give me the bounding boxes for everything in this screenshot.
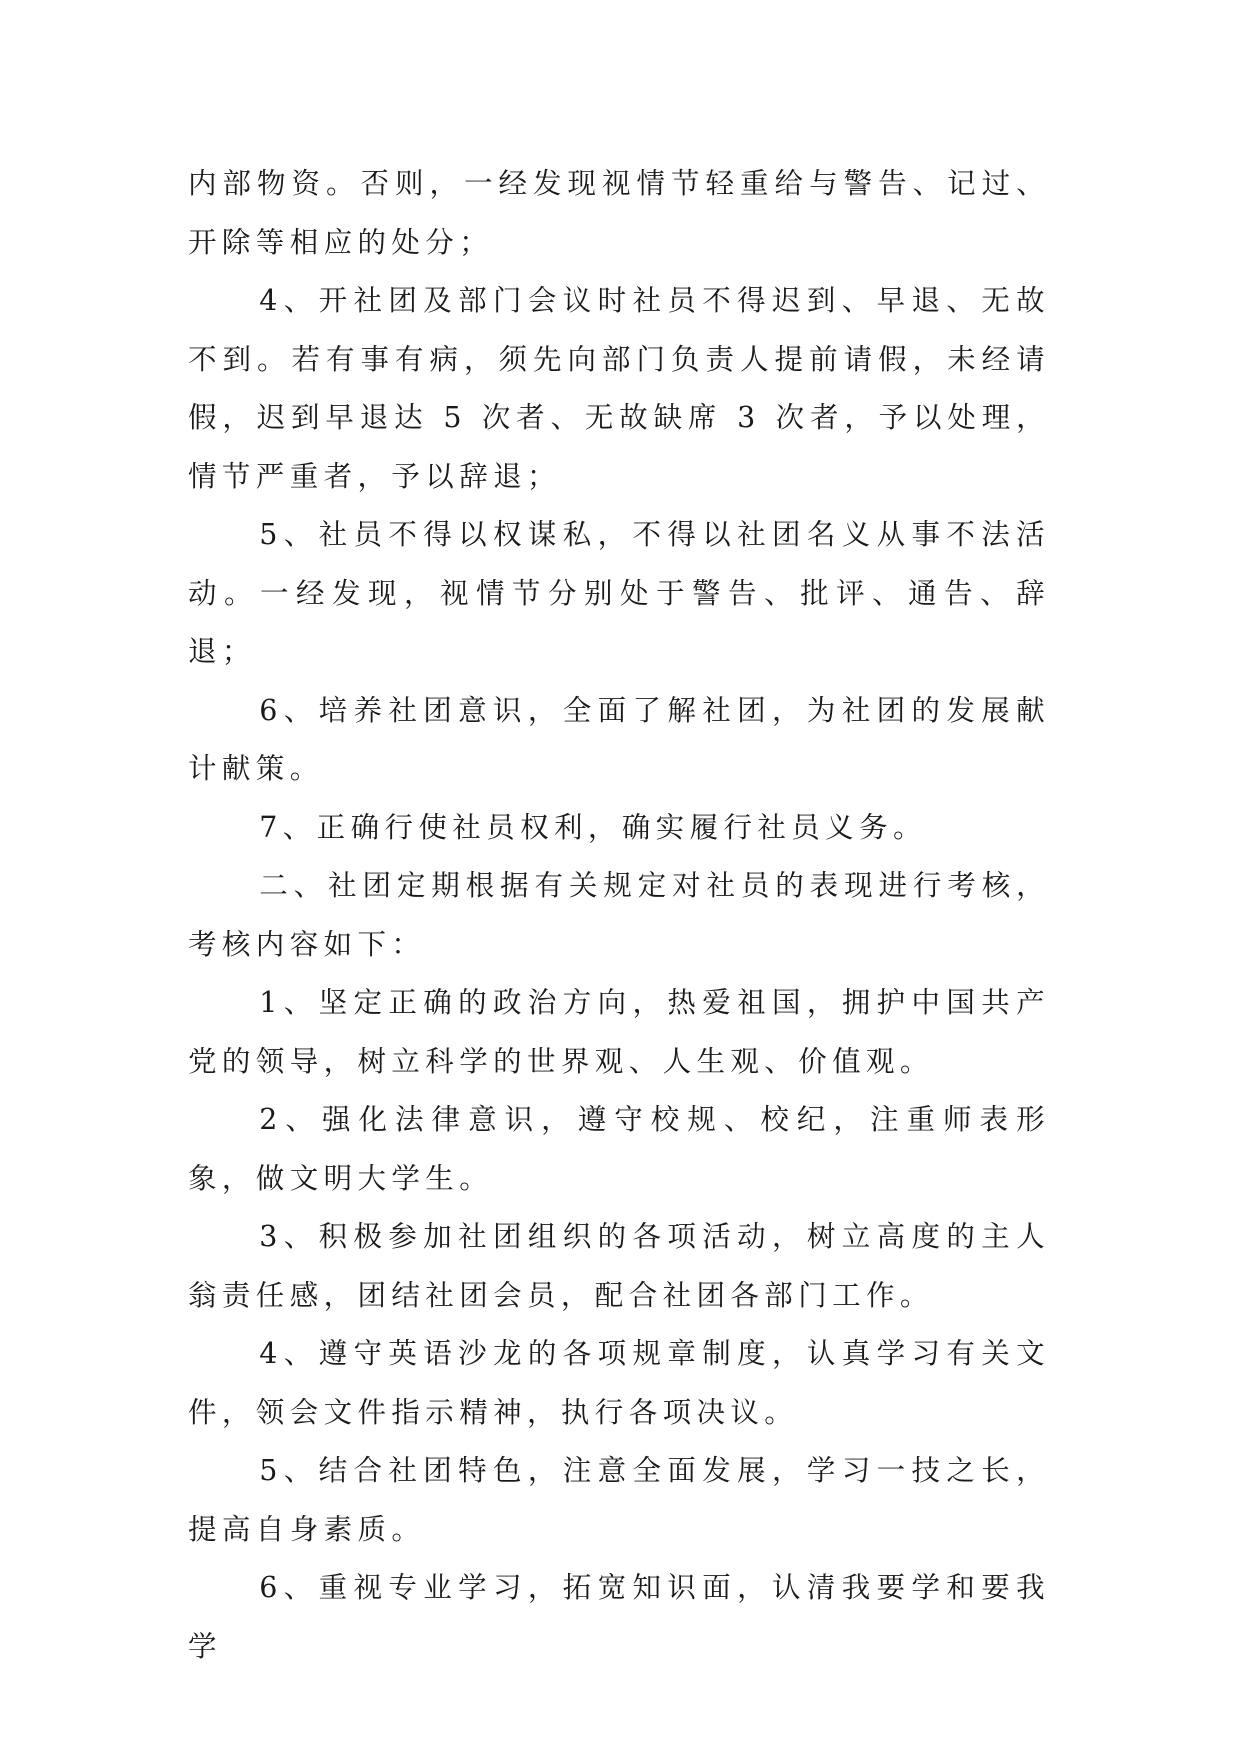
paragraph-rule-6: 6、培养社团意识，全面了解社团，为社团的发展献计献策。 — [188, 693, 1050, 785]
paragraph-assessment-2: 2、强化法律意识，遵守校规、校纪，注重师表形象，做文明大学生。 — [188, 1103, 1050, 1195]
paragraph-assessment-6: 6、重视专业学习，拓宽知识面，认清我要学和要我学 — [188, 1571, 1050, 1663]
paragraph-assessment-4: 4、遵守英语沙龙的各项规章制度，认真学习有关文件，领会文件指示精神，执行各项决议。 — [188, 1337, 1050, 1429]
paragraph-section-2-heading: 二、社团定期根据有关规定对社员的表现进行考核，考核内容如下： — [188, 869, 1050, 961]
paragraph-continuation: 内部物资。否则，一经发现视情节轻重给与警告、记过、开除等相应的处分； — [188, 167, 1050, 259]
document-body — [188, 155, 1050, 1676]
paragraph-assessment-1: 1、坚定正确的政治方向，热爱祖国，拥护中国共产党的领导，树立科学的世界观、人生观、价值观。 — [188, 986, 1050, 1078]
paragraph-rule-4: 4、开社团及部门会议时社员不得迟到、早退、无故不到。若有事有病，须先向部门负责人提前请假，未经请假，迟到早退达 5 次者、无故缺席 3 次者，予以处理，情节严重者，予以辞退； — [188, 284, 1050, 493]
paragraph-assessment-5: 5、结合社团特色，注意全面发展，学习一技之长，提高自身素质。 — [188, 1454, 1050, 1546]
paragraph-assessment-3: 3、积极参加社团组织的各项活动，树立高度的主人翁责任感，团结社团会员，配合社团各部门工作。 — [188, 1220, 1050, 1312]
paragraph-rule-5: 5、社员不得以权谋私，不得以社团名义从事不法活动。一经发现，视情节分别处于警告、批评、通告、辞退； — [188, 518, 1050, 668]
paragraph-rule-7: 7、正确行使社员权利，确实履行社员义务。 — [259, 810, 927, 844]
